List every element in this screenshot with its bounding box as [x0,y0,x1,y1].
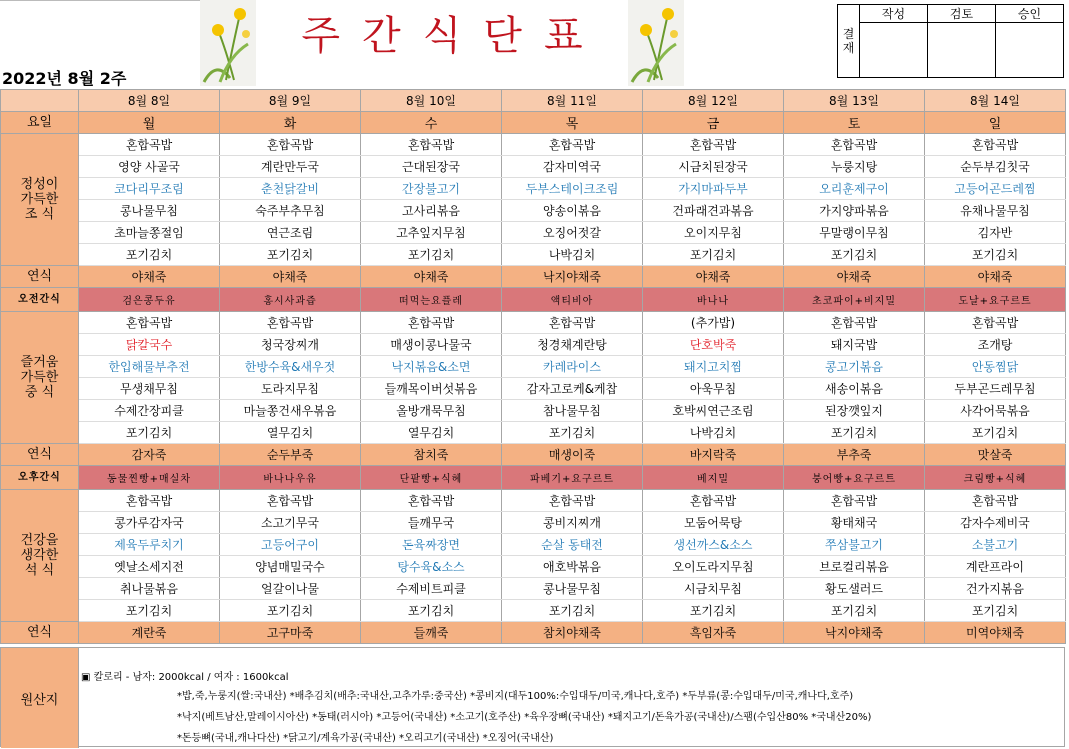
menu-item: 계란프라이 [925,556,1066,578]
lunch-row [1,422,1066,444]
menu-item: 단호박죽 [643,334,784,356]
flower-image-left [200,0,256,86]
menu-item: 카레라이스 [502,356,643,378]
menu-item: 브로컬리볶음 [784,556,925,578]
menu-item: 혼합곡밥 [784,312,925,334]
menu-item: 옛날소세지전 [79,556,220,578]
menu-item: 혼합곡밥 [361,490,502,512]
pm-snack-label: 오후간식 [1,466,79,490]
snack-item: 붕어빵+요구르트 [784,466,925,490]
menu-item: 코다리무조림 [79,178,220,200]
breakfast-row [1,178,1066,200]
menu-item: 혼합곡밥 [220,490,361,512]
menu-item: 수제간장피클 [79,400,220,422]
menu-item: 수제비트피클 [361,578,502,600]
menu-item: 감자미역국 [502,156,643,178]
lunch-row [1,356,1066,378]
menu-item: 열무김치 [361,422,502,444]
date-header-row [1,90,1066,112]
menu-item: 혼합곡밥 [502,490,643,512]
day-cell: 토 [784,112,925,134]
menu-item: 콩가루감자국 [79,512,220,534]
menu-item: 애호박볶음 [502,556,643,578]
porridge-item: 흑임자죽 [643,622,784,644]
menu-item: 혼합곡밥 [79,312,220,334]
snack-item: 바나나 [643,288,784,312]
menu-item: 혼합곡밥 [502,312,643,334]
breakfast-row [1,134,1066,156]
day-cell: 금 [643,112,784,134]
porridge-item: 감자죽 [79,444,220,466]
menu-item: 도라지무침 [220,378,361,400]
menu-item: 혼합곡밥 [784,490,925,512]
breakfast-row [1,244,1066,266]
dinner-row [1,600,1066,622]
menu-item: 소고기무국 [220,512,361,534]
date-cell: 8월 13일 [784,90,925,112]
snack-item: 동물찐빵+매실차 [79,466,220,490]
menu-item: 취나물볶음 [79,578,220,600]
menu-item: 혼합곡밥 [925,312,1066,334]
dinner-row [1,556,1066,578]
day-cell: 화 [220,112,361,134]
menu-item: 얼갈이나물 [220,578,361,600]
flower-image-right [628,0,684,86]
menu-item: 순두부김칫국 [925,156,1066,178]
menu-item: 가지마파두부 [643,178,784,200]
menu-item: 돼지고치찜 [643,356,784,378]
porridge-item: 고구마죽 [220,622,361,644]
snack-item: 떠먹는요플레 [361,288,502,312]
menu-item: 한방수육&새우젓 [220,356,361,378]
menu-item: 혼합곡밥 [361,312,502,334]
menu-item: 한입해물부추전 [79,356,220,378]
menu-item: 포기김치 [643,600,784,622]
menu-item: 근대된장국 [361,156,502,178]
lunch-label: 즐거움 가득한 중 식 [1,312,79,444]
menu-item: 오이도라지무침 [643,556,784,578]
menu-item: 혼합곡밥 [502,134,643,156]
snack-item: 초코파이+비지밀 [784,288,925,312]
porridge-breakfast-row [1,266,1066,288]
menu-item: 조개탕 [925,334,1066,356]
date-cell: 8월 12일 [643,90,784,112]
snack-item: 홍시사과즙 [220,288,361,312]
menu-item: 김자반 [925,222,1066,244]
menu-item: 춘천닭갈비 [220,178,361,200]
porridge-item: 매생이죽 [502,444,643,466]
menu-item: 건파래견과볶음 [643,200,784,222]
menu-item: 황도샐러드 [784,578,925,600]
menu-item: 건가지볶음 [925,578,1066,600]
menu-item: 나박김치 [502,244,643,266]
menu-item: 혼합곡밥 [79,134,220,156]
menu-item: 영양 사골국 [79,156,220,178]
title-text: 주간식단표 [301,12,605,59]
menu-item: 포기김치 [220,244,361,266]
menu-item: 포기김치 [784,422,925,444]
date-cell: 8월 11일 [502,90,643,112]
menu-item: 계란만두국 [220,156,361,178]
porridge-item: 야채죽 [79,266,220,288]
menu-item: 유채나물무침 [925,200,1066,222]
menu-item: 포기김치 [361,600,502,622]
menu-item: 콩고기볶음 [784,356,925,378]
menu-item: 된장깻잎지 [784,400,925,422]
pm-snack-row [1,466,1066,490]
origin-line-2: *낙지(베트남산,말레이시아산) *동태(러시아) *고등어(국내산) *소고기(호주산) *육우장뼈(국내산) *돼지고기/돈육가공(국내산)/스팸(수입산80% *국내산20%) [177,712,872,723]
top-border [0,0,200,1]
menu-item: 아욱무침 [643,378,784,400]
menu-item: 돈육짜장면 [361,534,502,556]
menu-item: 간장불고기 [361,178,502,200]
approval-col-write: 작성 [860,5,928,23]
menu-item: 생선까스&소스 [643,534,784,556]
porridge-dinner-row [1,622,1066,644]
menu-item: 혼합곡밥 [643,490,784,512]
menu-item: 탕수육&소스 [361,556,502,578]
menu-item: 두부스테이크조림 [502,178,643,200]
porridge-dinner-label: 연식 [1,622,79,644]
menu-item: 양념매밀국수 [220,556,361,578]
dinner-row [1,534,1066,556]
snack-item: 단팥빵+식혜 [361,466,502,490]
breakfast-row [1,222,1066,244]
menu-item: 포기김치 [643,244,784,266]
day-cell: 일 [925,112,1066,134]
porridge-item: 낙지야채죽 [502,266,643,288]
menu-item: 쭈삼불고기 [784,534,925,556]
porridge-item: 야채죽 [220,266,361,288]
menu-item: 연근조림 [220,222,361,244]
porridge-item: 낙지야채죽 [784,622,925,644]
menu-item: 들깨무국 [361,512,502,534]
menu-item: 포기김치 [79,244,220,266]
menu-item: 모둠어묵탕 [643,512,784,534]
day-cell: 수 [361,112,502,134]
menu-item: 마늘쫑건새우볶음 [220,400,361,422]
menu-item: 제육두루치기 [79,534,220,556]
week-date: 2022년 8월 2주 [2,69,127,88]
menu-item: 오리훈제구이 [784,178,925,200]
dinner-row [1,578,1066,600]
day-cell: 월 [79,112,220,134]
menu-item: 감자수제비국 [925,512,1066,534]
corner-cell [1,90,79,112]
porridge-item: 야채죽 [925,266,1066,288]
porridge-item: 바지락죽 [643,444,784,466]
menu-item: 돼지국밥 [784,334,925,356]
menu-item: 혼합곡밥 [784,134,925,156]
origin-line-1: *밥,죽,누룽지(쌀:국내산) *배추김치(배추:국내산,고추가루:중국산) *콩비지(대두100%:수입대두/미국,캐나다,호주) *두부류(콩:수입대두/미국,캐나다,호주) [177,691,854,702]
menu-item: 혼합곡밥 [643,134,784,156]
menu-item: 오징어젓갈 [502,222,643,244]
menu-item: 나박김치 [643,422,784,444]
menu-item: 혼합곡밥 [220,312,361,334]
menu-item: 포기김치 [784,600,925,622]
menu-item: 누룽지탕 [784,156,925,178]
lunch-row [1,312,1066,334]
snack-item: 검은콩두유 [79,288,220,312]
menu-item: 낙지볶음&소면 [361,356,502,378]
menu-item: 닭칼국수 [79,334,220,356]
menu-item: 들깨목이버섯볶음 [361,378,502,400]
origin-body [79,648,1064,748]
menu-item: 올방개묵무침 [361,400,502,422]
snack-item: 크림빵+식혜 [925,466,1066,490]
date-cell: 8월 9일 [220,90,361,112]
porridge-lunch-label: 연식 [1,444,79,466]
menu-item: 혼합곡밥 [925,134,1066,156]
menu-item: 고사리볶음 [361,200,502,222]
page-title [256,0,628,64]
approval-col-review: 검토 [928,5,996,23]
approval-box [837,4,1064,78]
porridge-item: 미역야채죽 [925,622,1066,644]
menu-item: 청경채계란탕 [502,334,643,356]
approval-col-approve: 승인 [996,5,1064,23]
menu-item: 무말랭이무침 [784,222,925,244]
menu-item: 포기김치 [79,600,220,622]
menu-item: 포기김치 [925,244,1066,266]
menu-item: 숙주부추무침 [220,200,361,222]
snack-item: 도날+요구르트 [925,288,1066,312]
snack-item: 바나나우유 [220,466,361,490]
menu-item: 열무김치 [220,422,361,444]
breakfast-row [1,156,1066,178]
porridge-item: 부추죽 [784,444,925,466]
approval-label: 결재 [838,5,860,78]
menu-table [0,89,1066,644]
porridge-item: 들깨죽 [361,622,502,644]
porridge-item: 야채죽 [643,266,784,288]
am-snack-row [1,288,1066,312]
menu-item: 콩비지찌개 [502,512,643,534]
dinner-row [1,512,1066,534]
menu-item: 혼합곡밥 [361,134,502,156]
menu-item: 가지양파볶음 [784,200,925,222]
menu-item: 고등어곤드레찜 [925,178,1066,200]
snack-item: 파베기+요구르트 [502,466,643,490]
snack-item: 베지밀 [643,466,784,490]
menu-item: (추가밥) [643,312,784,334]
porridge-breakfast-label: 연식 [1,266,79,288]
breakfast-row [1,200,1066,222]
origin-section [0,647,1065,747]
date-cell: 8월 14일 [925,90,1066,112]
origin-label: 원산지 [1,648,79,748]
menu-item: 청국장찌개 [220,334,361,356]
menu-item: 콩나물무침 [502,578,643,600]
menu-item: 포기김치 [784,244,925,266]
porridge-item: 야채죽 [361,266,502,288]
menu-item: 혼합곡밥 [220,134,361,156]
day-row [1,112,1066,134]
origin-line-3: *돈등뼈(국내,캐나다산) *닭고기/계육가공(국내산) *오리고기(국내산) *오징어(국내산) [177,733,554,744]
calorie-info: ▣ 칼로리 - 남자: 2000kcal / 여자 : 1600kcal [81,672,289,683]
menu-item: 사각어묵볶음 [925,400,1066,422]
date-cell: 8월 8일 [79,90,220,112]
menu-item: 포기김치 [502,422,643,444]
snack-item: 액티비아 [502,288,643,312]
day-label: 요일 [1,112,79,134]
lunch-row [1,400,1066,422]
menu-item: 오이지무침 [643,222,784,244]
menu-item: 새송이볶음 [784,378,925,400]
menu-item: 시금치무침 [643,578,784,600]
menu-item: 두부곤드레무침 [925,378,1066,400]
porridge-item: 맛살죽 [925,444,1066,466]
lunch-row [1,378,1066,400]
porridge-item: 참치야채죽 [502,622,643,644]
day-cell: 목 [502,112,643,134]
menu-item: 초마늘쫑절임 [79,222,220,244]
menu-item: 포기김치 [502,600,643,622]
menu-item: 호박씨연근조림 [643,400,784,422]
menu-item: 참나물무침 [502,400,643,422]
dinner-row [1,490,1066,512]
menu-item: 순살 동태전 [502,534,643,556]
porridge-item: 계란죽 [79,622,220,644]
menu-item: 매생이콩나물국 [361,334,502,356]
menu-item: 포기김치 [220,600,361,622]
porridge-item: 참치죽 [361,444,502,466]
approval-sign-review[interactable] [928,23,996,78]
menu-item: 시금치된장국 [643,156,784,178]
menu-item: 포기김치 [361,244,502,266]
menu-item: 고추잎지무침 [361,222,502,244]
menu-item: 무생채무침 [79,378,220,400]
menu-item: 양송이볶음 [502,200,643,222]
approval-sign-approve[interactable] [996,23,1064,78]
menu-item: 고등어구이 [220,534,361,556]
date-cell: 8월 10일 [361,90,502,112]
menu-item: 혼합곡밥 [79,490,220,512]
menu-item: 소불고기 [925,534,1066,556]
porridge-item: 순두부죽 [220,444,361,466]
menu-item: 포기김치 [79,422,220,444]
menu-item: 포기김치 [925,600,1066,622]
menu-item: 포기김치 [925,422,1066,444]
dinner-label: 건강을 생각한 석 식 [1,490,79,622]
porridge-item: 야채죽 [784,266,925,288]
menu-item: 황태채국 [784,512,925,534]
am-snack-label: 오전간식 [1,288,79,312]
menu-item: 안동찜닭 [925,356,1066,378]
menu-item: 감자고로케&케찹 [502,378,643,400]
porridge-lunch-row [1,444,1066,466]
breakfast-label: 정성이 가득한 조 식 [1,134,79,266]
menu-item: 콩나물무침 [79,200,220,222]
menu-item: 혼합곡밥 [925,490,1066,512]
approval-sign-write[interactable] [860,23,928,78]
lunch-row [1,334,1066,356]
